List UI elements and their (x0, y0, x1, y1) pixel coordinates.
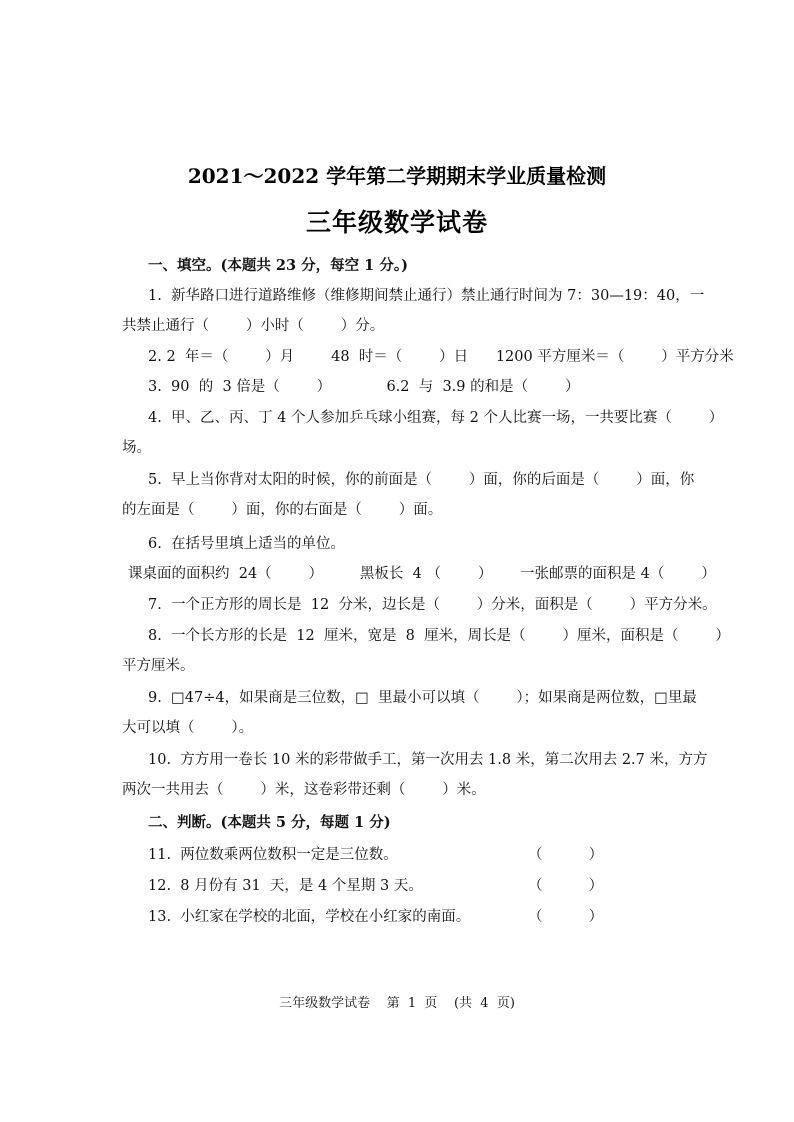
question-4-line-1: 4. 甲、乙、丙、丁 4 个人参加乒乓球小组赛，每 2 个人比赛一场，一共要比赛（ ） (148, 410, 724, 426)
exam-subtitle: 三年级数学试卷 (305, 208, 488, 237)
question-1-line-1: 1. 新华路口进行道路维修（维修期间禁止通行）禁止通行时间为 7：30—19：40，一 (148, 288, 705, 304)
question-9-line-2: 大可以填（ ）。 (122, 720, 254, 736)
question-5-line-1: 5. 早上当你背对太阳的时候，你的前面是（ ）面，你的后面是（ ）面，你 (148, 472, 695, 488)
section-heading-fill-in: 一、填空。(本题共 23 分，每空 1 分。) (148, 257, 408, 274)
question-8-line-1: 8. 一个长方形的长是 12 厘米，宽是 8 厘米，周长是（ ）厘米，面积是（ ） (148, 628, 730, 644)
question-1-line-2: 共禁止通行（ ）小时（ ）分。 (122, 318, 385, 334)
question-10-line-1: 10. 方方用一卷长 10 米的彩带做手工，第一次用去 1.8 米，第二次用去 2.7 米，方方 (148, 752, 708, 768)
section-heading-true-false: 二、判断。(本题共 5 分，每题 1 分) (148, 814, 391, 831)
question-12-answer-bracket: （ ） (528, 878, 604, 894)
question-6-line-1: 6. 在括号里填上适当的单位。 (148, 536, 346, 552)
question-11: 11. 两位数乘两位数积一定是三位数。 (148, 847, 398, 863)
question-2: 2. 2 年＝（ ）月 48 时＝（ ）日 1200 平方厘米＝（ ）平方分米 (148, 349, 734, 365)
question-12: 12. 8 月份有 31 天，是 4 个星期 3 天。 (148, 878, 423, 894)
question-7: 7. 一个正方形的周长是 12 分米，边长是（ ）分米，面积是（ ）平方分米。 (148, 597, 717, 613)
question-5-line-2: 的左面是（ ）面，你的右面是（ ）面。 (122, 502, 443, 518)
question-10-line-2: 两次一共用去（ ）米，这卷彩带还剩（ ）米。 (122, 782, 486, 798)
question-3: 3. 90 的 3 倍是（ ） 6.2 与 3.9 的和是（ ） (148, 379, 580, 395)
question-9-line-1: 9. □47÷4，如果商是三位数，□ 里最小可以填（ ）；如果商是两位数，□里最 (148, 690, 697, 706)
page-footer: 三年级数学试卷 第 1 页 (共 4 页) (279, 996, 515, 1011)
exam-title: 2021～2022 学年第二学期期末学业质量检测 (187, 164, 607, 188)
question-4-line-2: 场。 (122, 440, 151, 456)
question-13-answer-bracket: （ ） (528, 909, 604, 925)
question-8-line-2: 平方厘米。 (122, 658, 195, 674)
question-13: 13. 小红家在学校的北面，学校在小红家的南面。 (148, 909, 471, 925)
question-6-line-2: 课桌面的面积约 24（ ） 黑板长 4 （ ） 一张邮票的面积是 4（ ） (128, 566, 716, 582)
question-11-answer-bracket: （ ） (528, 847, 604, 863)
